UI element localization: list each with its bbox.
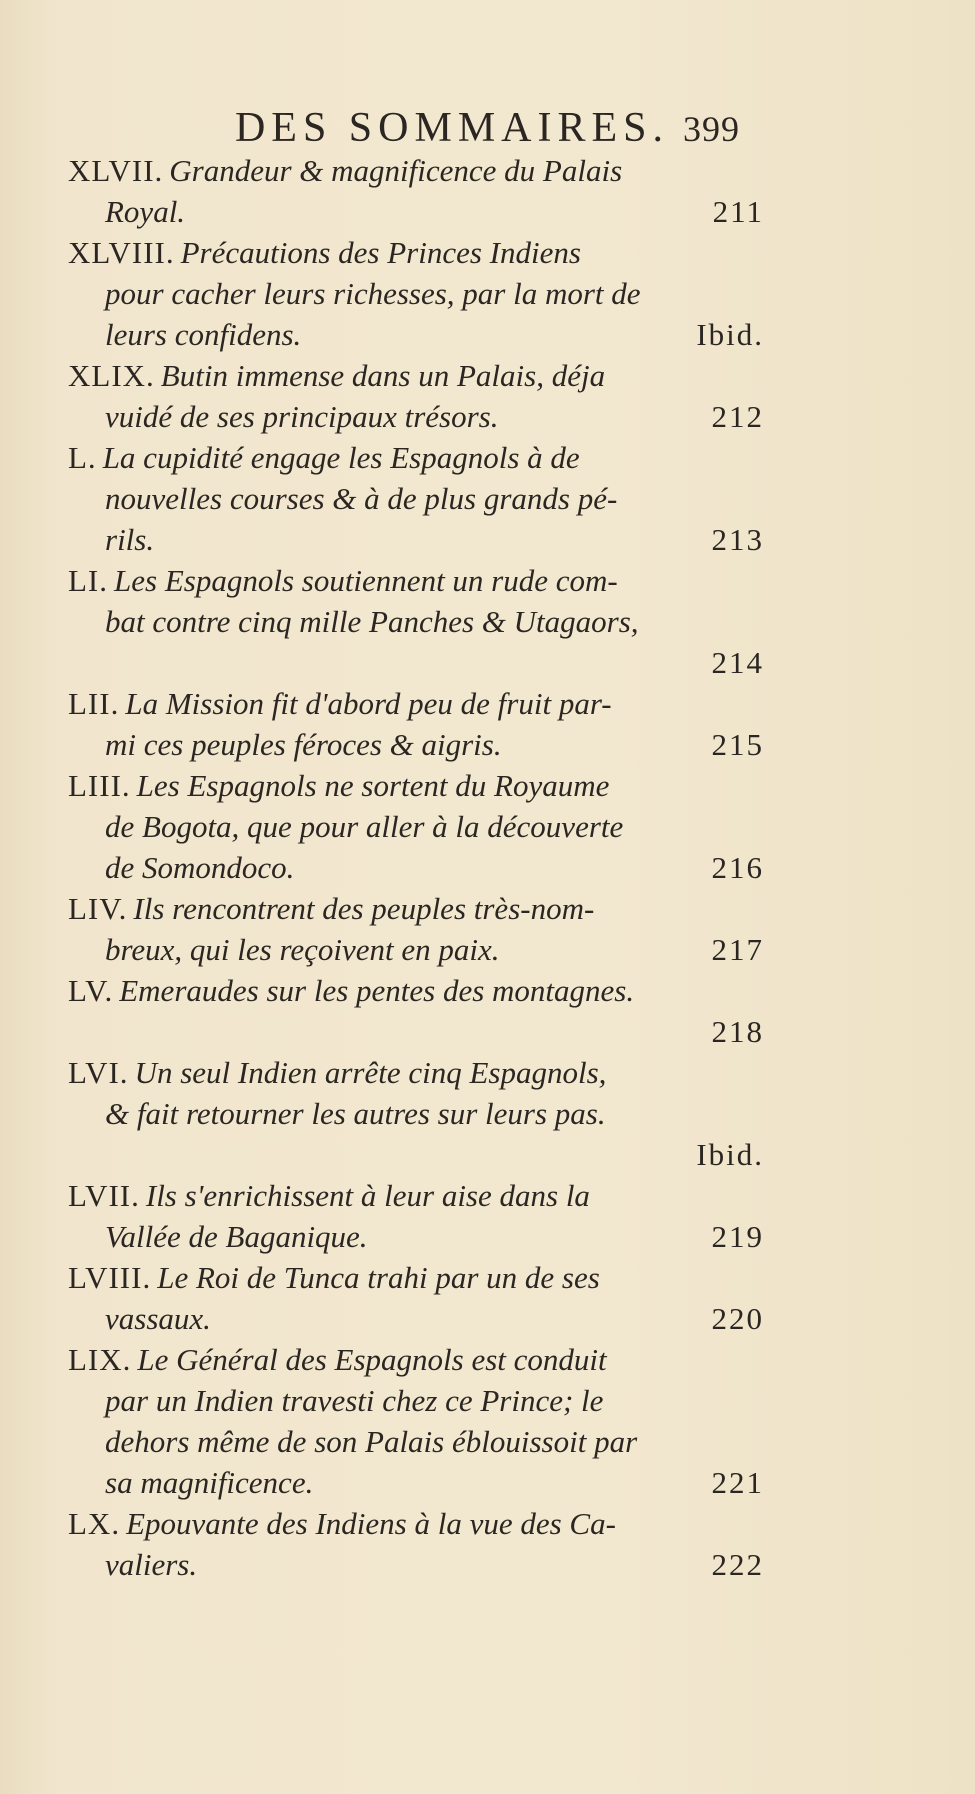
page-ref: 217: [711, 932, 764, 967]
page-ref: 220: [711, 1301, 764, 1336]
entry-xlix: XLIX. Butin immense dans un Palais, déja vuidé de ses principaux trésors. 212: [68, 355, 768, 437]
entry-xlviii: XLVIII. Précautions des Princes Indiens pour cacher leurs richesses, par la mort de leurs confidens. Ibid.: [68, 232, 768, 355]
page-number: 399: [683, 109, 741, 149]
page-ref: 218: [711, 1014, 764, 1049]
page-ref: 215: [711, 727, 764, 762]
entry-lvi: LVI. Un seul Indien arrête cinq Espagnols, & fait retourner les autres sur leurs pas. Ibid.: [68, 1052, 768, 1175]
page-ref: 212: [711, 399, 764, 434]
entry-lvii: LVII. Ils s'enrichissent à leur aise dans la Vallée de Baganique. 219: [68, 1175, 768, 1257]
entry-l: L. La cupidité engage les Espagnols à de nouvelles courses & à de plus grands pé- rils. 213: [68, 437, 768, 560]
table-of-summaries: [68, 150, 768, 1585]
entry-li: LI. Les Espagnols soutiennent un rude com- bat contre cinq mille Panches & Utagaors, 214: [68, 560, 768, 683]
running-header: [0, 104, 975, 152]
page-ref: 211: [712, 194, 764, 229]
entry-lix: LIX. Le Général des Espagnols est conduit par un Indien travesti chez ce Prince; le dehors même de son Palais éblouissoit par sa magnificence. 221: [68, 1339, 768, 1503]
page-ref: 219: [711, 1219, 764, 1254]
page-ref: 222: [711, 1547, 764, 1582]
entry-lii: LII. La Mission fit d'abord peu de fruit par- mi ces peuples féroces & aigris. 215: [68, 683, 768, 765]
page-ref: Ibid.: [696, 1137, 764, 1172]
entry-liii: LIII. Les Espagnols ne sortent du Royaume de Bogota, que pour aller à la découverte de Somondoco. 216: [68, 765, 768, 888]
page-ref: 213: [711, 522, 764, 557]
page-ref: 214: [711, 645, 764, 680]
entry-xlvii: XLVII. Grandeur & magnificence du Palais Royal. 211: [68, 150, 768, 232]
header-title: DES SOMMAIRES.: [234, 105, 670, 151]
page-ref: 221: [711, 1465, 764, 1500]
entry-lviii: LVIII. Le Roi de Tunca trahi par un de ses vassaux. 220: [68, 1257, 768, 1339]
page-ref: Ibid.: [696, 317, 764, 352]
page-ref: 216: [711, 850, 764, 885]
entry-lx: LX. Epouvante des Indiens à la vue des Ca- valiers. 222: [68, 1503, 768, 1585]
entry-liv: LIV. Ils rencontrent des peuples très-nom- breux, qui les reçoivent en paix. 217: [68, 888, 768, 970]
entry-lv: LV. Emeraudes sur les pentes des montagnes. 218: [68, 970, 768, 1052]
